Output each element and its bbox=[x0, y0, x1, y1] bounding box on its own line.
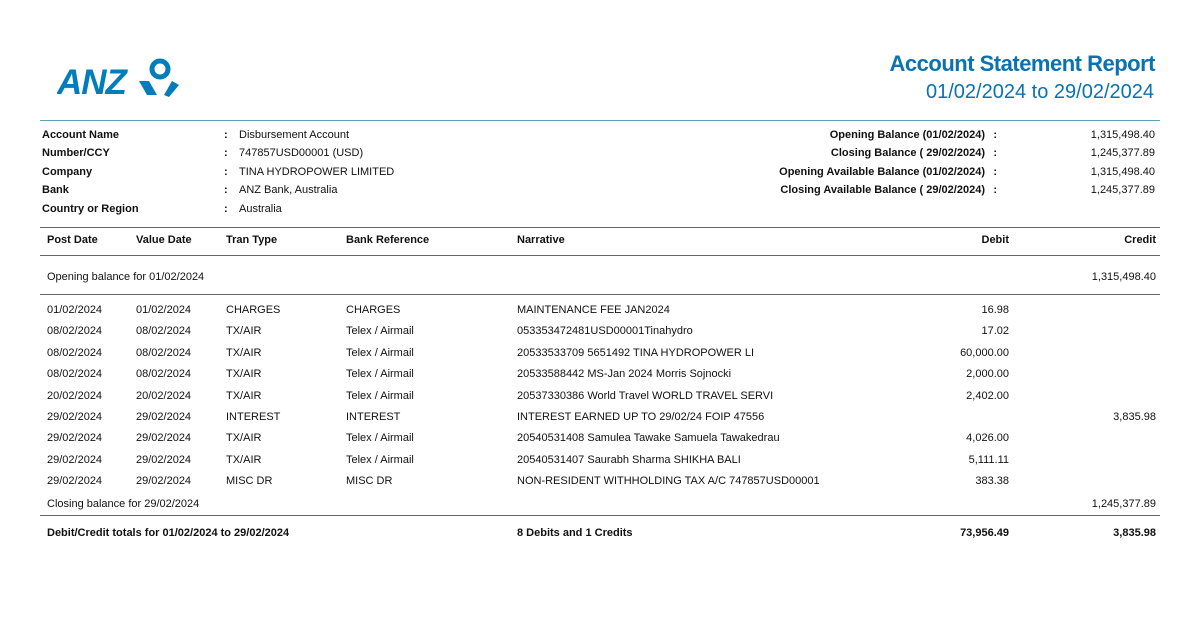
account-info-row bbox=[42, 203, 1158, 221]
account-info-row bbox=[42, 184, 1158, 202]
value-date: 29/02/2024 bbox=[136, 453, 192, 466]
info-value: TINA HYDROPOWER LIMITED bbox=[239, 166, 395, 178]
debit: 2,402.00 bbox=[966, 389, 1009, 402]
balance-value: 1,245,377.89 bbox=[1090, 184, 1155, 196]
post-date: 29/02/2024 bbox=[47, 411, 103, 423]
tran-type: TX/AIR bbox=[226, 432, 262, 445]
totals-credit: 3,835.98 bbox=[1113, 527, 1156, 539]
bank-reference: Telex / Airmail bbox=[346, 325, 414, 338]
svg-text:ANZ: ANZ bbox=[57, 63, 126, 99]
bank-reference: Telex / Airmail bbox=[346, 389, 414, 402]
value-date: 01/02/2024 bbox=[136, 304, 192, 316]
info-value: Australia bbox=[239, 203, 282, 215]
narrative: 20540531408 Samulea Tawake Samuela Tawakedrau bbox=[517, 432, 780, 445]
post-date: 08/02/2024 bbox=[47, 368, 103, 381]
col-credit: Credit bbox=[1124, 234, 1156, 246]
debit: 5,111.11 bbox=[968, 453, 1009, 466]
info-value: ANZ Bank, Australia bbox=[239, 184, 338, 196]
debit: 16.98 bbox=[981, 304, 1009, 316]
info-label: Country or Region bbox=[42, 203, 139, 215]
transaction-row bbox=[42, 368, 1158, 388]
opening-credit: 1,315,498.40 bbox=[1091, 271, 1156, 283]
bank-reference: INTEREST bbox=[346, 411, 401, 423]
colon: : bbox=[224, 147, 228, 159]
value-date: 29/02/2024 bbox=[136, 411, 192, 423]
narrative: 20533533709 5651492 TINA HYDROPOWER LI bbox=[517, 346, 755, 359]
bank-reference: Telex / Airmail bbox=[346, 453, 414, 466]
debit: 383.38 bbox=[975, 475, 1009, 488]
bank-reference: MISC DR bbox=[346, 475, 393, 488]
transaction-row bbox=[42, 347, 1158, 367]
transaction-row bbox=[42, 304, 1158, 324]
col-debit: Debit bbox=[981, 234, 1009, 246]
col-bank-reference: Bank Reference bbox=[346, 234, 430, 246]
closing-credit: 1,245,377.89 bbox=[1091, 498, 1156, 510]
divider bbox=[40, 294, 1160, 295]
narrative: NON-RESIDENT WITHHOLDING TAX A/C 747857USD00001 bbox=[517, 475, 820, 488]
account-info-row bbox=[42, 129, 1158, 147]
balance-value: 1,245,377.89 bbox=[1090, 147, 1155, 159]
debit: 17.02 bbox=[981, 325, 1009, 338]
opening-balance-row bbox=[42, 271, 1158, 291]
info-label: Number/CCY bbox=[42, 147, 110, 159]
colon: : bbox=[993, 184, 997, 196]
report-period: 01/02/2024 to 29/02/2024 bbox=[926, 81, 1154, 103]
narrative: 20533588442 MS-Jan 2024 Morris Sojnocki bbox=[517, 368, 732, 381]
post-date: 29/02/2024 bbox=[47, 453, 103, 466]
tran-type: TX/AIR bbox=[226, 453, 262, 466]
colon: : bbox=[993, 129, 997, 141]
bank-reference: Telex / Airmail bbox=[346, 346, 414, 359]
transaction-row bbox=[42, 475, 1158, 495]
balance-label: Closing Balance ( 29/02/2024) bbox=[830, 147, 985, 159]
transaction-row bbox=[42, 390, 1158, 410]
tran-type: TX/AIR bbox=[226, 368, 262, 381]
tran-type: CHARGES bbox=[226, 304, 281, 316]
post-date: 29/02/2024 bbox=[47, 432, 103, 445]
value-date: 08/02/2024 bbox=[136, 368, 192, 381]
narrative: MAINTENANCE FEE JAN2024 bbox=[517, 304, 670, 316]
report-title: Account Statement Report bbox=[889, 51, 1155, 76]
colon: : bbox=[224, 184, 228, 196]
value-date: 29/02/2024 bbox=[136, 432, 192, 445]
tran-type: TX/AIR bbox=[226, 325, 262, 338]
totals-debit: 73,956.49 bbox=[960, 527, 1009, 539]
colon: : bbox=[224, 166, 228, 178]
colon: : bbox=[993, 147, 997, 159]
debit: 4,026.00 bbox=[966, 432, 1009, 445]
narrative: 20540531407 Saurabh Sharma SHIKHA BALI bbox=[517, 453, 741, 466]
transaction-row bbox=[42, 325, 1158, 345]
transaction-row bbox=[42, 454, 1158, 474]
table-top-divider bbox=[40, 227, 1160, 228]
totals-label: Debit/Credit totals for 01/02/2024 to 29/02/2024 bbox=[47, 527, 290, 539]
value-date: 08/02/2024 bbox=[136, 325, 192, 338]
col-tran-type: Tran Type bbox=[226, 234, 278, 246]
post-date: 08/02/2024 bbox=[47, 325, 103, 338]
narrative: 20537330386 World Travel WORLD TRAVEL SERVI bbox=[517, 389, 774, 402]
narrative: 053353472481USD00001Tinahydro bbox=[517, 325, 693, 338]
colon: : bbox=[224, 203, 228, 215]
divider bbox=[40, 255, 1160, 256]
value-date: 20/02/2024 bbox=[136, 389, 192, 402]
transaction-row bbox=[42, 411, 1158, 431]
info-label: Bank bbox=[42, 184, 69, 196]
info-value: 747857USD00001 (USD) bbox=[239, 147, 364, 159]
debit: 2,000.00 bbox=[966, 368, 1009, 381]
colon: : bbox=[224, 129, 228, 141]
header-divider bbox=[40, 120, 1160, 121]
value-date: 29/02/2024 bbox=[136, 475, 192, 488]
balance-label: Closing Available Balance ( 29/02/2024) bbox=[780, 184, 985, 196]
anz-logo bbox=[57, 57, 182, 99]
colon: : bbox=[993, 166, 997, 178]
debit: 60,000.00 bbox=[960, 346, 1009, 359]
bank-reference: Telex / Airmail bbox=[346, 368, 414, 381]
account-info-row bbox=[42, 147, 1158, 165]
balance-value: 1,315,498.40 bbox=[1090, 166, 1155, 178]
col-post-date: Post Date bbox=[47, 234, 98, 246]
balance-label: Opening Balance (01/02/2024) bbox=[829, 129, 985, 141]
credit: 3,835.98 bbox=[1113, 411, 1156, 423]
post-date: 08/02/2024 bbox=[47, 346, 103, 359]
value-date: 08/02/2024 bbox=[136, 346, 192, 359]
narrative: INTEREST EARNED UP TO 29/02/24 FOIP 47556 bbox=[517, 411, 765, 423]
balance-label: Opening Available Balance (01/02/2024) bbox=[779, 166, 985, 178]
post-date: 01/02/2024 bbox=[47, 304, 103, 316]
info-label: Account Name bbox=[42, 129, 120, 141]
info-label: Company bbox=[42, 166, 93, 178]
table-header bbox=[42, 234, 1158, 254]
balance-value: 1,315,498.40 bbox=[1090, 129, 1155, 141]
bank-reference: CHARGES bbox=[346, 304, 401, 316]
opening-label: Opening balance for 01/02/2024 bbox=[47, 271, 205, 283]
post-date: 20/02/2024 bbox=[47, 389, 103, 402]
totals-row bbox=[42, 527, 1158, 547]
tran-type: MISC DR bbox=[226, 475, 273, 488]
post-date: 29/02/2024 bbox=[47, 475, 103, 488]
col-value-date: Value Date bbox=[136, 234, 192, 246]
bank-reference: Telex / Airmail bbox=[346, 432, 414, 445]
tran-type: TX/AIR bbox=[226, 389, 262, 402]
info-value: Disbursement Account bbox=[239, 129, 350, 141]
closing-label: Closing balance for 29/02/2024 bbox=[47, 498, 200, 510]
account-info-row bbox=[42, 166, 1158, 184]
tran-type: TX/AIR bbox=[226, 346, 262, 359]
col-narrative: Narrative bbox=[517, 234, 565, 246]
totals-summary: 8 Debits and 1 Credits bbox=[517, 527, 633, 539]
divider bbox=[40, 515, 1160, 516]
tran-type: INTEREST bbox=[226, 411, 281, 423]
transaction-row bbox=[42, 432, 1158, 452]
